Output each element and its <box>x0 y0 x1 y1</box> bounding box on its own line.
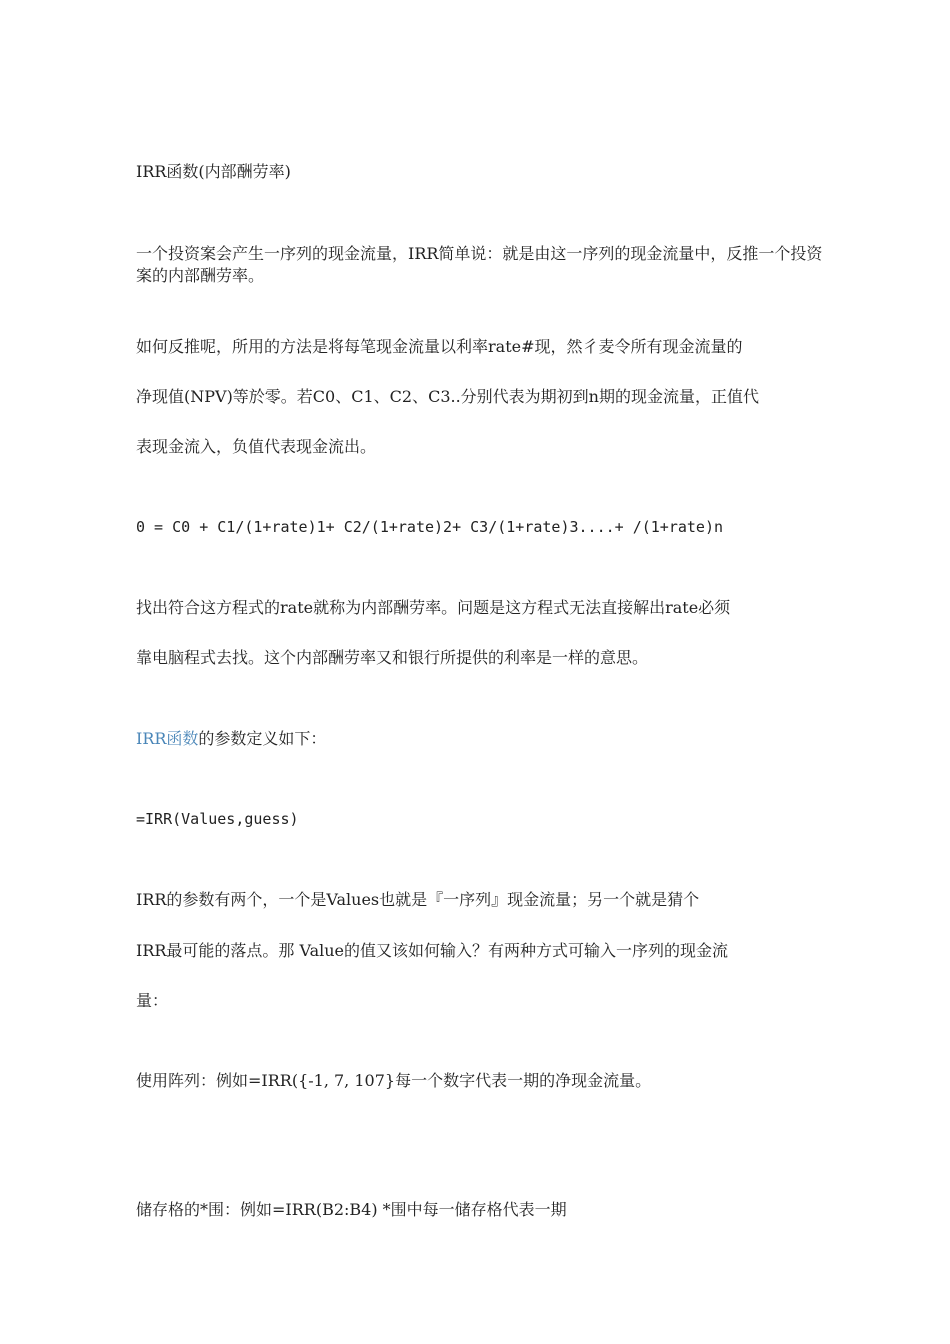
paragraph-values-line2: IRR最可能的落点。那 Value的值又该如何输入？有两种方式可输入一序列的现金流 <box>136 941 729 960</box>
paragraph-range-example: 储存格的*围：例如=IRR(B2:B4) *围中每一储存格代表一期 <box>136 1200 567 1219</box>
irr-syntax: =IRR(Values,guess) <box>136 810 299 828</box>
params-def-text: 的参数定义如下： <box>198 729 327 748</box>
paragraph-values-line3: 量： <box>136 991 169 1010</box>
paragraph-intro: 一个投资案会产生一序列的现金流量，IRR简单说：就是由这一序列的现金流量中，反推一个投资案的内部酬劳率。 <box>136 244 823 285</box>
paragraph-params-def <box>136 728 826 750</box>
paragraph-method-line3: 表现金流入，负值代表现金流出。 <box>136 437 377 456</box>
document-title: IRR函数(内部酬劳率) <box>136 162 291 181</box>
paragraph-method-line2: 净现值(NPV)等於零。若C0、C1、C2、C3..分别代表为期初到n期的现金流量，正值代 <box>136 387 759 406</box>
paragraph-values-line1: IRR的参数有两个，一个是Values也就是『一序列』现金流量；另一个就是猜个 <box>136 890 700 909</box>
paragraph-rate-line1: 找出符合这方程式的rate就称为内部酬劳率。问题是这方程式无法直接解出rate必须 <box>136 598 731 617</box>
paragraph-array-example: 使用阵列：例如=IRR({-1, 7, 107}每一个数字代表一期的净现金流量。 <box>136 1071 652 1090</box>
npv-formula: 0 = C0 + C1/(1+rate)1+ C2/(1+rate)2+ C3/(1+rate)3....+ /(1+rate)n <box>136 518 723 536</box>
irr-function-link[interactable]: IRR函数 <box>136 729 199 748</box>
paragraph-method-line1: 如何反推呢，所用的方法是将每笔现金流量以利率rate#现，然彳麦令所有现金流量的 <box>136 337 743 356</box>
paragraph-rate-line2: 靠电脑程式去找。这个内部酬劳率又和银行所提供的利率是一样的意思。 <box>136 648 649 667</box>
